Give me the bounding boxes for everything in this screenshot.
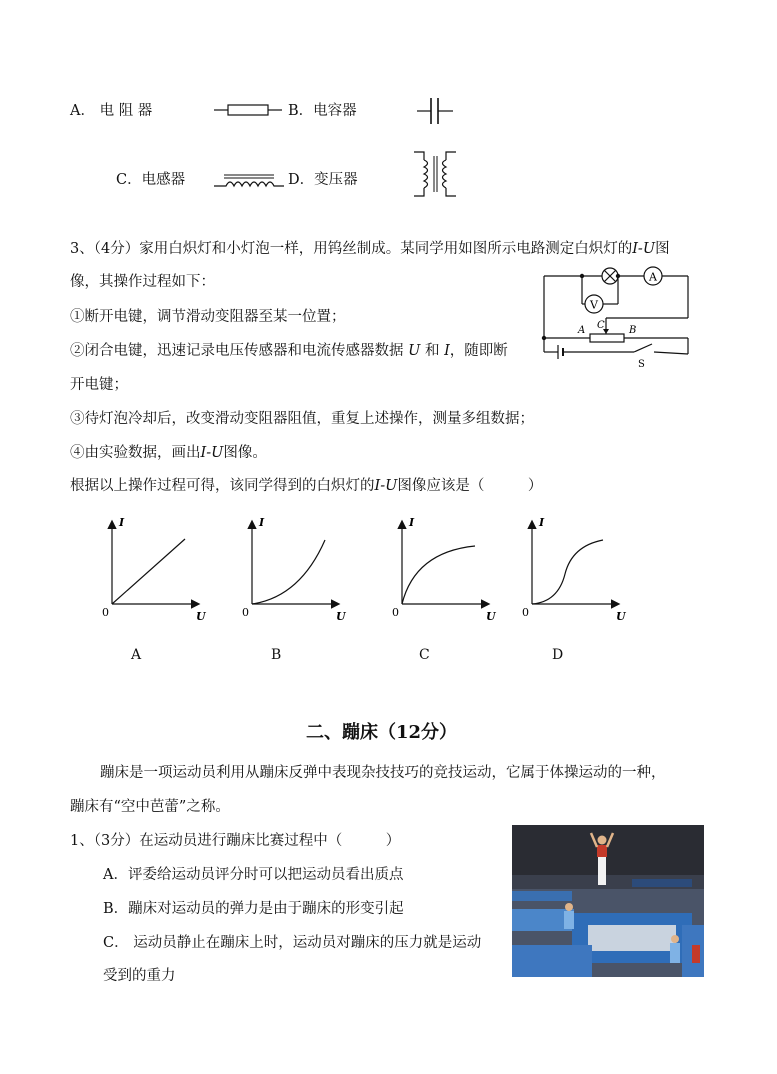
axis-u-label: U (336, 610, 346, 623)
iu-term: I-U (632, 241, 656, 257)
q3-line1-end: 图 (655, 241, 670, 257)
curve-linear (112, 539, 185, 604)
q3-line1 (70, 237, 670, 258)
resistor-symbol (214, 100, 284, 120)
rheostat-a-label: A (578, 325, 586, 336)
iu-term: I-U (374, 478, 398, 494)
axis-i-label: I (259, 516, 265, 529)
axis-u-label: U (486, 610, 496, 623)
option-c-inductor-label: C．电感器 (116, 172, 186, 188)
curve-convex (252, 540, 325, 604)
section2-intro-line1: 蹦床是一项运动员利用从蹦床反弹中表现杂技技巧的竞技运动，它属于体操运动的一种， (100, 765, 666, 781)
graph-c-label: C (419, 647, 430, 663)
curve-concave (402, 546, 475, 604)
option-d-transformer-label: D．变压器 (288, 172, 358, 188)
rheostat-b-label: B (629, 325, 637, 336)
graph-a-label: A (131, 647, 142, 663)
option-a-resistor-label: A． 电 阻 器 (70, 103, 153, 119)
graph-b-label: B (271, 647, 282, 663)
axis-i-label: I (409, 516, 415, 529)
section2-option-b: B．蹦床对运动员的弹力是由于蹦床的形变引起 (103, 901, 404, 917)
graph-a (100, 512, 210, 624)
q3-step4 (70, 441, 267, 462)
curve-s-shape (532, 540, 603, 604)
option-b-capacitor-label: B．电容器 (288, 103, 357, 119)
axis-u-label: U (196, 610, 206, 623)
capacitor-symbol (417, 96, 457, 126)
switch-symbol (634, 344, 652, 352)
graph-d-label: D (552, 647, 564, 663)
section2-title: 二、蹦床（12分） (306, 722, 458, 743)
voltmeter-label: V (590, 298, 598, 312)
section2-q1: 1、（3分）在运动员进行蹦床比赛过程中（ ） (70, 833, 401, 849)
q3-line1-text: 3、（4分）家用白炽灯和小灯泡一样，用钨丝制成。某同学用如图所示电路测定白炽灯的 (70, 241, 633, 257)
q3-question-end: 图像应该是（ ） (397, 478, 543, 494)
q3-step4-end: 图像。 (223, 445, 267, 461)
rheostat-symbol (590, 334, 624, 342)
transformer-symbol (412, 148, 460, 200)
q3-question (70, 474, 542, 495)
switch-label: S (638, 359, 645, 370)
section2-option-c: C． 运动员静止在蹦床上时，运动员对蹦床的压力就是运动 (103, 935, 482, 951)
graph-c (390, 512, 500, 624)
q3-step1: ①断开电键，调节滑动变阻器至某一位置； (70, 309, 346, 325)
and-word: 和 (424, 343, 440, 359)
q3-line2: 像，其操作过程如下： (70, 274, 215, 290)
axis-i-label: I (119, 516, 125, 529)
section2-option-a: A．评委给运动员评分时可以把运动员看出质点 (103, 867, 404, 883)
graph-d (520, 512, 630, 624)
origin-label: 0 (522, 606, 529, 619)
q3-step2-line2: 开电键； (70, 377, 128, 393)
rheostat-c-label: C (597, 320, 605, 331)
q3-step2-end: ，随即断 (449, 343, 508, 359)
q3-step4-text: ④由实验数据，画出 (70, 445, 201, 461)
iu-term: I-U (200, 445, 224, 461)
origin-label: 0 (392, 606, 399, 619)
inductor-symbol (214, 172, 284, 192)
graph-b (240, 512, 350, 624)
trampoline-photo (512, 825, 704, 977)
origin-label: 0 (242, 606, 249, 619)
ammeter-label: A (649, 270, 657, 284)
i-symbol: I (444, 343, 450, 359)
circuit-diagram (530, 262, 700, 372)
u-symbol: U (408, 343, 421, 359)
q3-question-text: 根据以上操作过程可得，该同学得到的白炽灯的 (70, 478, 375, 494)
axis-i-label: I (539, 516, 545, 529)
origin-label: 0 (102, 606, 109, 619)
q3-step2-text: ②闭合电键，迅速记录电压传感器和电流传感器数据 (70, 343, 404, 359)
section2-option-c-line2: 受到的重力 (103, 968, 176, 984)
q3-step3: ③待灯泡冷却后，改变滑动变阻器阻值，重复上述操作，测量多组数据； (70, 411, 534, 427)
section2-intro-line2: 蹦床有“空中芭蕾”之称。 (70, 799, 230, 815)
q3-step2 (70, 339, 508, 360)
axis-u-label: U (616, 610, 626, 623)
